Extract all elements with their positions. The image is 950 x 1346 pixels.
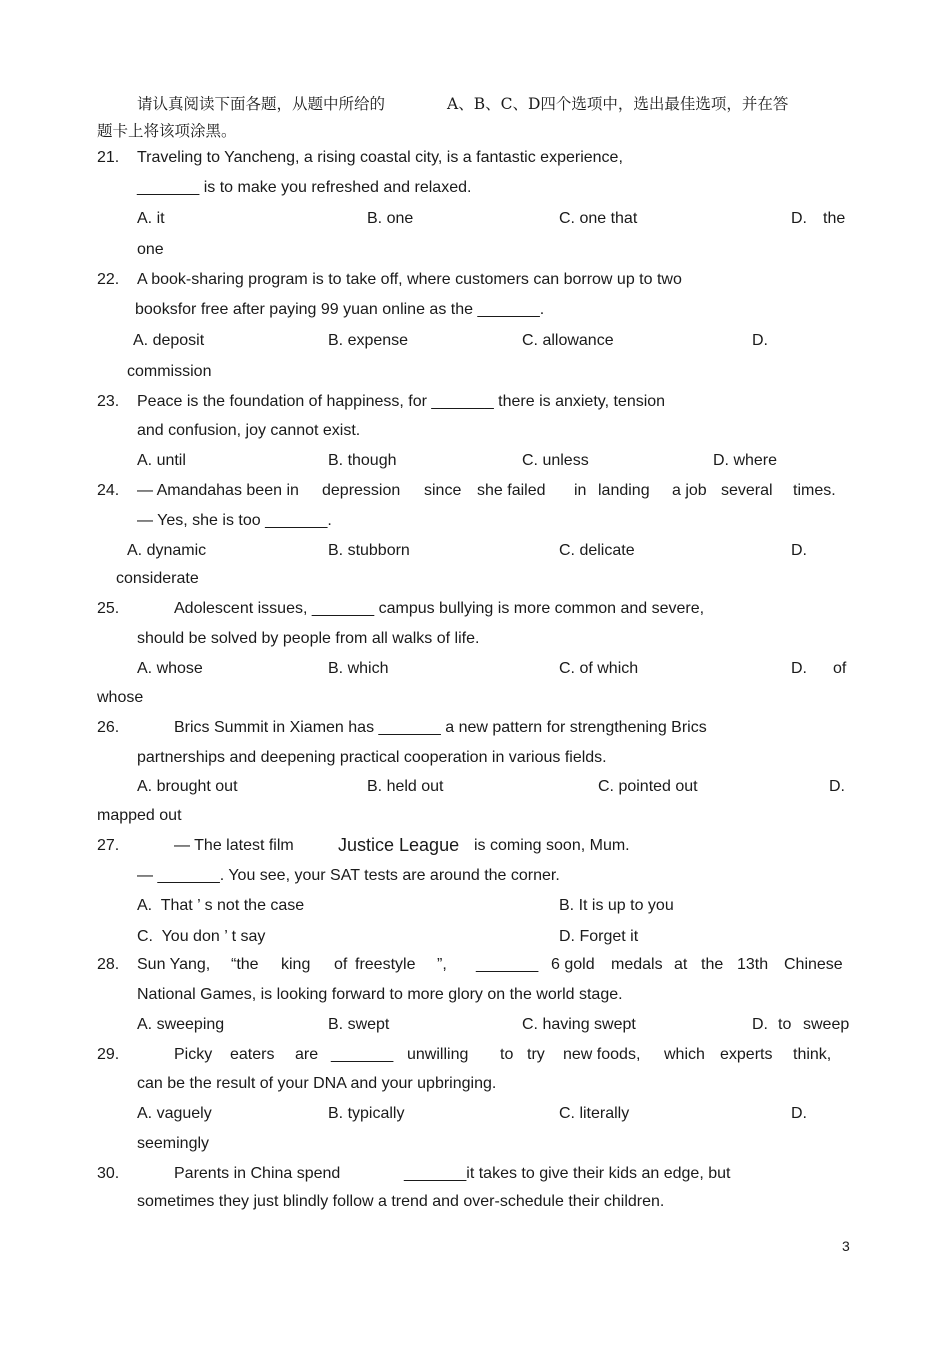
question-stem-word: 6 gold [551,956,595,973]
question-stem: _______ is to make you refreshed and relaxed. [137,179,472,196]
question-stem: Adolescent issues, _______ campus bullying is more common and severe, [174,600,705,617]
question-stem: Traveling to Yancheng, a rising coastal city, is a fantastic experience, [137,149,623,166]
option-b: B. which [328,660,389,677]
option-d: D. where [713,452,778,469]
question-stem: _______it takes to give their kids an edge, but [404,1165,731,1182]
question-stem-word: medals [611,956,663,973]
option-a: A. brought out [137,778,238,795]
option-b: B. It is up to you [559,897,674,914]
question-stem-word: she failed [477,482,546,499]
option-d-text: considerate [116,570,199,587]
option-c: C. having swept [522,1016,636,1033]
question-stem-word: unwilling [407,1046,469,1063]
question-stem-word: are [295,1046,319,1063]
option-d-label: D. [791,1105,807,1122]
question-stem: is coming soon, Mum. [474,837,630,854]
option-b: B. though [328,452,397,469]
option-c: C. unless [522,452,589,469]
instruction-line1a: 请认真阅读下面各题，从题中所给的 [137,95,386,113]
option-d-label: D. [791,210,807,227]
option-b: B. one [367,210,414,227]
option-d-text: whose [97,689,144,706]
option-a: A. deposit [133,332,205,349]
film-title: Justice League [338,835,460,855]
question-stem-word: experts [720,1046,773,1063]
option-c: C. of which [559,660,639,677]
question-stem: National Games, is looking forward to more glory on the world stage. [137,986,623,1003]
question-stem-word: landing [598,482,650,499]
question-stem-word: depression [322,482,401,499]
question-number: 25. [97,600,120,617]
option-b: B. swept [328,1016,390,1033]
option-a: A. until [137,452,186,469]
question-stem-word: in [574,482,587,499]
instruction-line2: 题卡上将该项涂黑。 [97,122,237,140]
instruction-line1b: A、B、C、D四个选项中，选出最佳选项，并在答 [447,95,789,113]
option-a: A. dynamic [127,542,207,559]
option-b: B. typically [328,1105,405,1122]
question-number: 30. [97,1165,120,1182]
page-number: 3 [842,1238,850,1254]
option-d-label: D. [752,332,768,349]
question-stem: should be solved by people from all walks of life. [137,630,480,647]
question-stem-word: king [281,956,311,973]
question-stem-word: new foods, [563,1046,641,1063]
option-c: C. pointed out [598,778,698,795]
question-stem: — Yes, she is too _______. [137,512,332,529]
question-stem-word: think, [793,1046,832,1063]
option-a: A. sweeping [137,1016,225,1033]
question-stem-word: which [664,1046,705,1063]
question-stem-word: try [527,1046,545,1063]
question-stem-word: times. [793,482,836,499]
question-number: 29. [97,1046,120,1063]
option-d-text: one [137,241,164,258]
question-number: 21. [97,149,120,166]
option-a: A. whose [137,660,203,677]
question-stem-word: Chinese [784,956,843,973]
option-c: C. delicate [559,542,635,559]
option-b: B. stubborn [328,542,410,559]
question-number: 26. [97,719,120,736]
option-a: A. vaguely [137,1105,212,1122]
question-stem: Parents in China spend [174,1165,341,1182]
question-number: 24. [97,482,120,499]
question-stem: — _______. You see, your SAT tests are around the corner. [137,867,560,884]
option-c: C. You don ’ t say [137,928,266,945]
option-b: B. held out [367,778,444,795]
question-stem-word: 13th [737,956,769,973]
option-d-text: sweep [803,1016,850,1033]
question-stem-word: _______ [331,1046,394,1063]
option-d-text: mapped out [97,807,182,824]
question-stem: A book-sharing program is to take off, where customers can borrow up to two [137,271,682,288]
option-d-text: seemingly [137,1135,210,1152]
question-stem: partnerships and deepening practical cooperation in various fields. [137,749,607,766]
option-a: A. it [137,210,165,227]
question-stem-word: several [721,482,773,499]
question-stem-word: to [500,1046,514,1063]
question-stem: can be the result of your DNA and your upbringing. [137,1075,497,1092]
question-stem: Peace is the foundation of happiness, for _______ there is anxiety, tension [137,393,666,410]
question-stem-word: Sun Yang, [137,956,211,973]
option-d-label: D. [791,660,807,677]
question-stem-word: “the [231,956,259,973]
option-d: D. Forget it [559,928,639,945]
option-b: B. expense [328,332,409,349]
question-stem-word: at [674,956,688,973]
question-stem-word: eaters [230,1046,275,1063]
question-stem: booksfor free after paying 99 yuan online as the _______. [135,301,545,318]
question-stem-word: since [424,482,462,499]
question-stem-word: Picky [174,1046,213,1063]
option-d-text: of [833,660,847,677]
option-d-text: to [778,1016,792,1033]
option-d-text: commission [127,363,212,380]
question-number: 23. [97,393,120,410]
question-stem: Brics Summit in Xiamen has _______ a new pattern for strengthening Brics [174,719,707,736]
option-d-label: D. [752,1016,768,1033]
option-c: C. literally [559,1105,630,1122]
question-number: 22. [97,271,120,288]
question-stem-word: ”, [437,956,447,973]
question-stem: and confusion, joy cannot exist. [137,422,361,439]
question-stem-word: freestyle [355,956,416,973]
option-c: C. allowance [522,332,614,349]
question-stem-word: a job [672,482,707,499]
question-stem-word: the [701,956,724,973]
option-d-label: D. [829,778,845,795]
question-stem-word: of [334,956,348,973]
option-a: A. That ’ s not the case [137,897,305,914]
question-stem: sometimes they just blindly follow a trend and over-schedule their children. [137,1193,665,1210]
question-stem-word: — Amandahas been in [137,482,299,499]
question-number: 28. [97,956,120,973]
question-number: 27. [97,837,120,854]
option-d-text: the [823,210,846,227]
option-d-label: D. [791,542,807,559]
question-stem: — The latest film [174,837,294,854]
question-stem-word: _______ [476,956,539,973]
option-c: C. one that [559,210,638,227]
